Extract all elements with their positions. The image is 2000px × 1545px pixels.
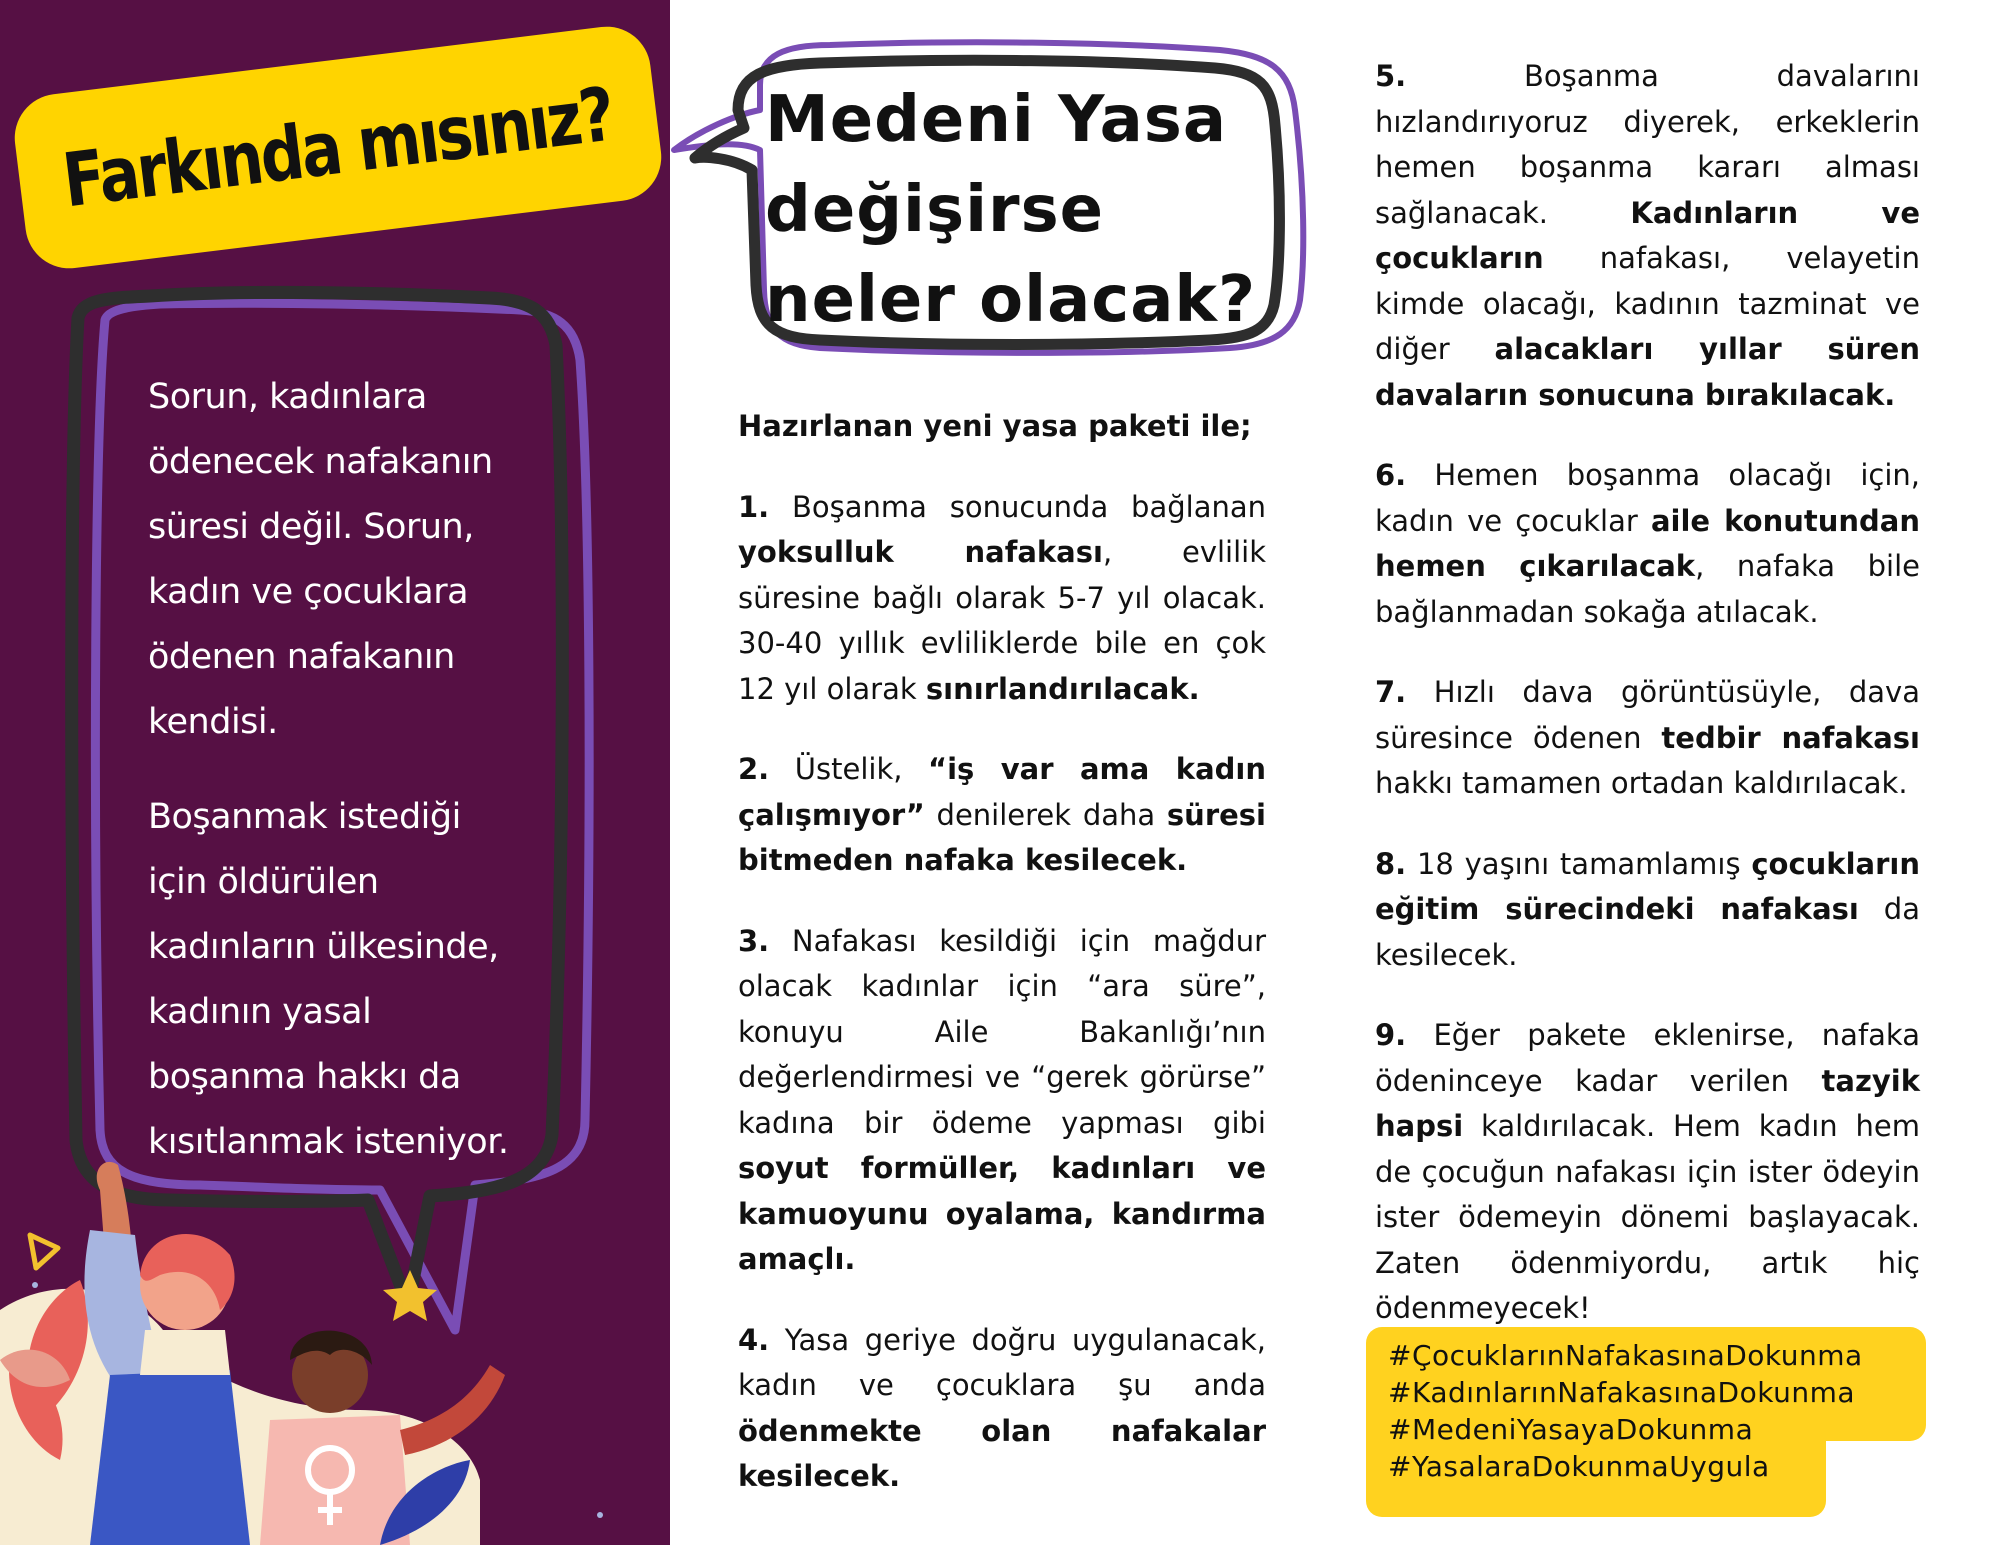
- emphasis-text: “iş var ama kadın çalışmıyor”: [738, 752, 1266, 832]
- emphasis-text: sınırlandırılacak.: [925, 671, 1200, 706]
- bubble-paragraph-2: Boşanmak istediği için öldürülen kadınların ülkesinde, kadının yasal boşanma hakkı da kısıtlanmak isteniyor.: [148, 797, 509, 1162]
- item-text: Eğer pakete eklenirse, nafaka ödeninceye kadar verilen: [1375, 1018, 1920, 1098]
- hashtag: #YasalaraDokunmaUygula: [1388, 1450, 1770, 1483]
- list-item: [1375, 453, 1920, 635]
- women-illustration: [0, 1160, 670, 1545]
- page-title: [765, 75, 1285, 345]
- emphasis-text: yoksulluk nafakası: [738, 535, 1103, 569]
- item-text: Nafakası kesildiği için mağdur olacak kadınlar için “ara süre”, konuyu Aile Bakanlığı’nın değerlendirmesi ve “gerek görürse” kadına bir ödeme yapması gibi: [738, 923, 1266, 1140]
- bubble-paragraph-1: Sorun, kadınlara ödenecek nafakanın süresi değil. Sorun, kadın ve çocuklara ödenen nafakanın kendisi.: [148, 377, 493, 742]
- list-item: [1375, 54, 1920, 418]
- item-text: hakkı tamamen ortadan kaldırılacak.: [1375, 766, 1908, 800]
- item-text: Hemen boşanma olacağı için, kadın ve çocuklar: [1375, 458, 1920, 538]
- emphasis-text: aile konutundan hemen çıkarılacak: [1375, 503, 1920, 583]
- emphasis-text: çocukların eğitim sürecindeki nafakası: [1375, 846, 1920, 926]
- dot-icon: [597, 1512, 603, 1518]
- tag-text: Farkında mısınız?: [58, 71, 618, 224]
- hashtag: #KadınlarınNafakasınaDokunma: [1388, 1376, 1856, 1409]
- item-text: nafakası, velayetin kimde olacağı, kadının tazminat ve diğer: [1375, 241, 1920, 366]
- item-text: Üstelik,: [769, 752, 929, 786]
- emphasis-text: tazyik hapsi: [1375, 1063, 1920, 1143]
- emphasis-text: soyut formüller, kadınları ve kamuoyunu oyalama, kandırma amaçlı.: [738, 1151, 1266, 1276]
- emphasis-text: ödenmekte olan nafakalar kesilecek.: [738, 1413, 1266, 1493]
- item-number: 9.: [1375, 1018, 1407, 1052]
- triangle-icon: [30, 1235, 58, 1268]
- item-text: , nafaka bile bağlanmadan sokağa atılacak.: [1375, 549, 1920, 629]
- item-number: 1.: [738, 489, 770, 524]
- item-number: 3.: [738, 923, 770, 958]
- article-column-2: [1375, 54, 1920, 1367]
- left-panel: [0, 0, 670, 1545]
- bubble-text: [148, 365, 528, 1175]
- hashtag-list: [1388, 1337, 1863, 1485]
- title-line-3: neler olacak?: [765, 263, 1257, 337]
- intro-text: Hazırlanan yeni yasa paketi ile;: [738, 409, 1252, 443]
- item-text: 18 yaşını tamamlamış: [1406, 846, 1752, 881]
- item-number: 5.: [1375, 59, 1407, 93]
- list-item: [1375, 1013, 1920, 1332]
- title-line-1: Medeni Yasa: [765, 83, 1228, 157]
- dot-icon: [32, 1282, 38, 1288]
- hashtag: #ÇocuklarınNafakasınaDokunma: [1388, 1339, 1863, 1372]
- emphasis-text: tedbir nafakası: [1661, 720, 1920, 755]
- title-line-2: değişirse: [765, 173, 1105, 247]
- item-number: 4.: [738, 1322, 770, 1357]
- list-item: [1375, 842, 1920, 979]
- item-number: 6.: [1375, 458, 1407, 492]
- article-column-1: [738, 404, 1266, 1535]
- item-text: da kesilecek.: [1375, 892, 1920, 972]
- list-item: [738, 747, 1266, 884]
- item-number: 2.: [738, 752, 770, 786]
- emphasis-text: alacakları yıllar süren davaların sonucuna bırakılacak.: [1375, 332, 1920, 412]
- list-item: [738, 919, 1266, 1283]
- list-item: [1375, 670, 1920, 807]
- hashtag: #MedeniYasayaDokunma: [1388, 1413, 1754, 1446]
- item-text: Yasa geriye doğru uygulanacak, kadın ve çocuklara şu anda: [738, 1322, 1266, 1402]
- item-text: kaldırılacak. Hem kadın hem de çocuğun nafakası için ister ödeyin ister ödemeyin dönemi başlayacak. Zaten ödenmiyordu, artık hiç ödenmeyecek!: [1375, 1109, 1920, 1325]
- item-text: , evlilik süresine bağlı olarak 5-7 yıl olacak. 30-40 yıllık evliliklerde bile en çok 12 yıl olarak: [738, 535, 1267, 706]
- item-text: denilerek daha: [924, 797, 1167, 832]
- emphasis-text: süresi bitmeden nafaka kesilecek.: [738, 797, 1266, 877]
- hashtag-box: [1366, 1327, 1926, 1507]
- list-item: [738, 1318, 1266, 1500]
- star-icon: [383, 1270, 437, 1321]
- item-text: Boşanma davalarını hızlandırıyoruz diyerek, erkeklerin hemen boşanma kararı alması sağlanacak.: [1375, 59, 1920, 230]
- list-item: [738, 485, 1266, 713]
- waving-woman-icon: [84, 1162, 250, 1545]
- item-text: Hızlı dava görüntüsüyle, dava süresince ödenen: [1375, 675, 1920, 755]
- item-text: Boşanma sonucunda bağlanan: [769, 489, 1266, 524]
- emphasis-text: Kadınların ve çocukların: [1375, 195, 1921, 275]
- item-number: 7.: [1375, 675, 1407, 709]
- item-number: 8.: [1375, 846, 1407, 881]
